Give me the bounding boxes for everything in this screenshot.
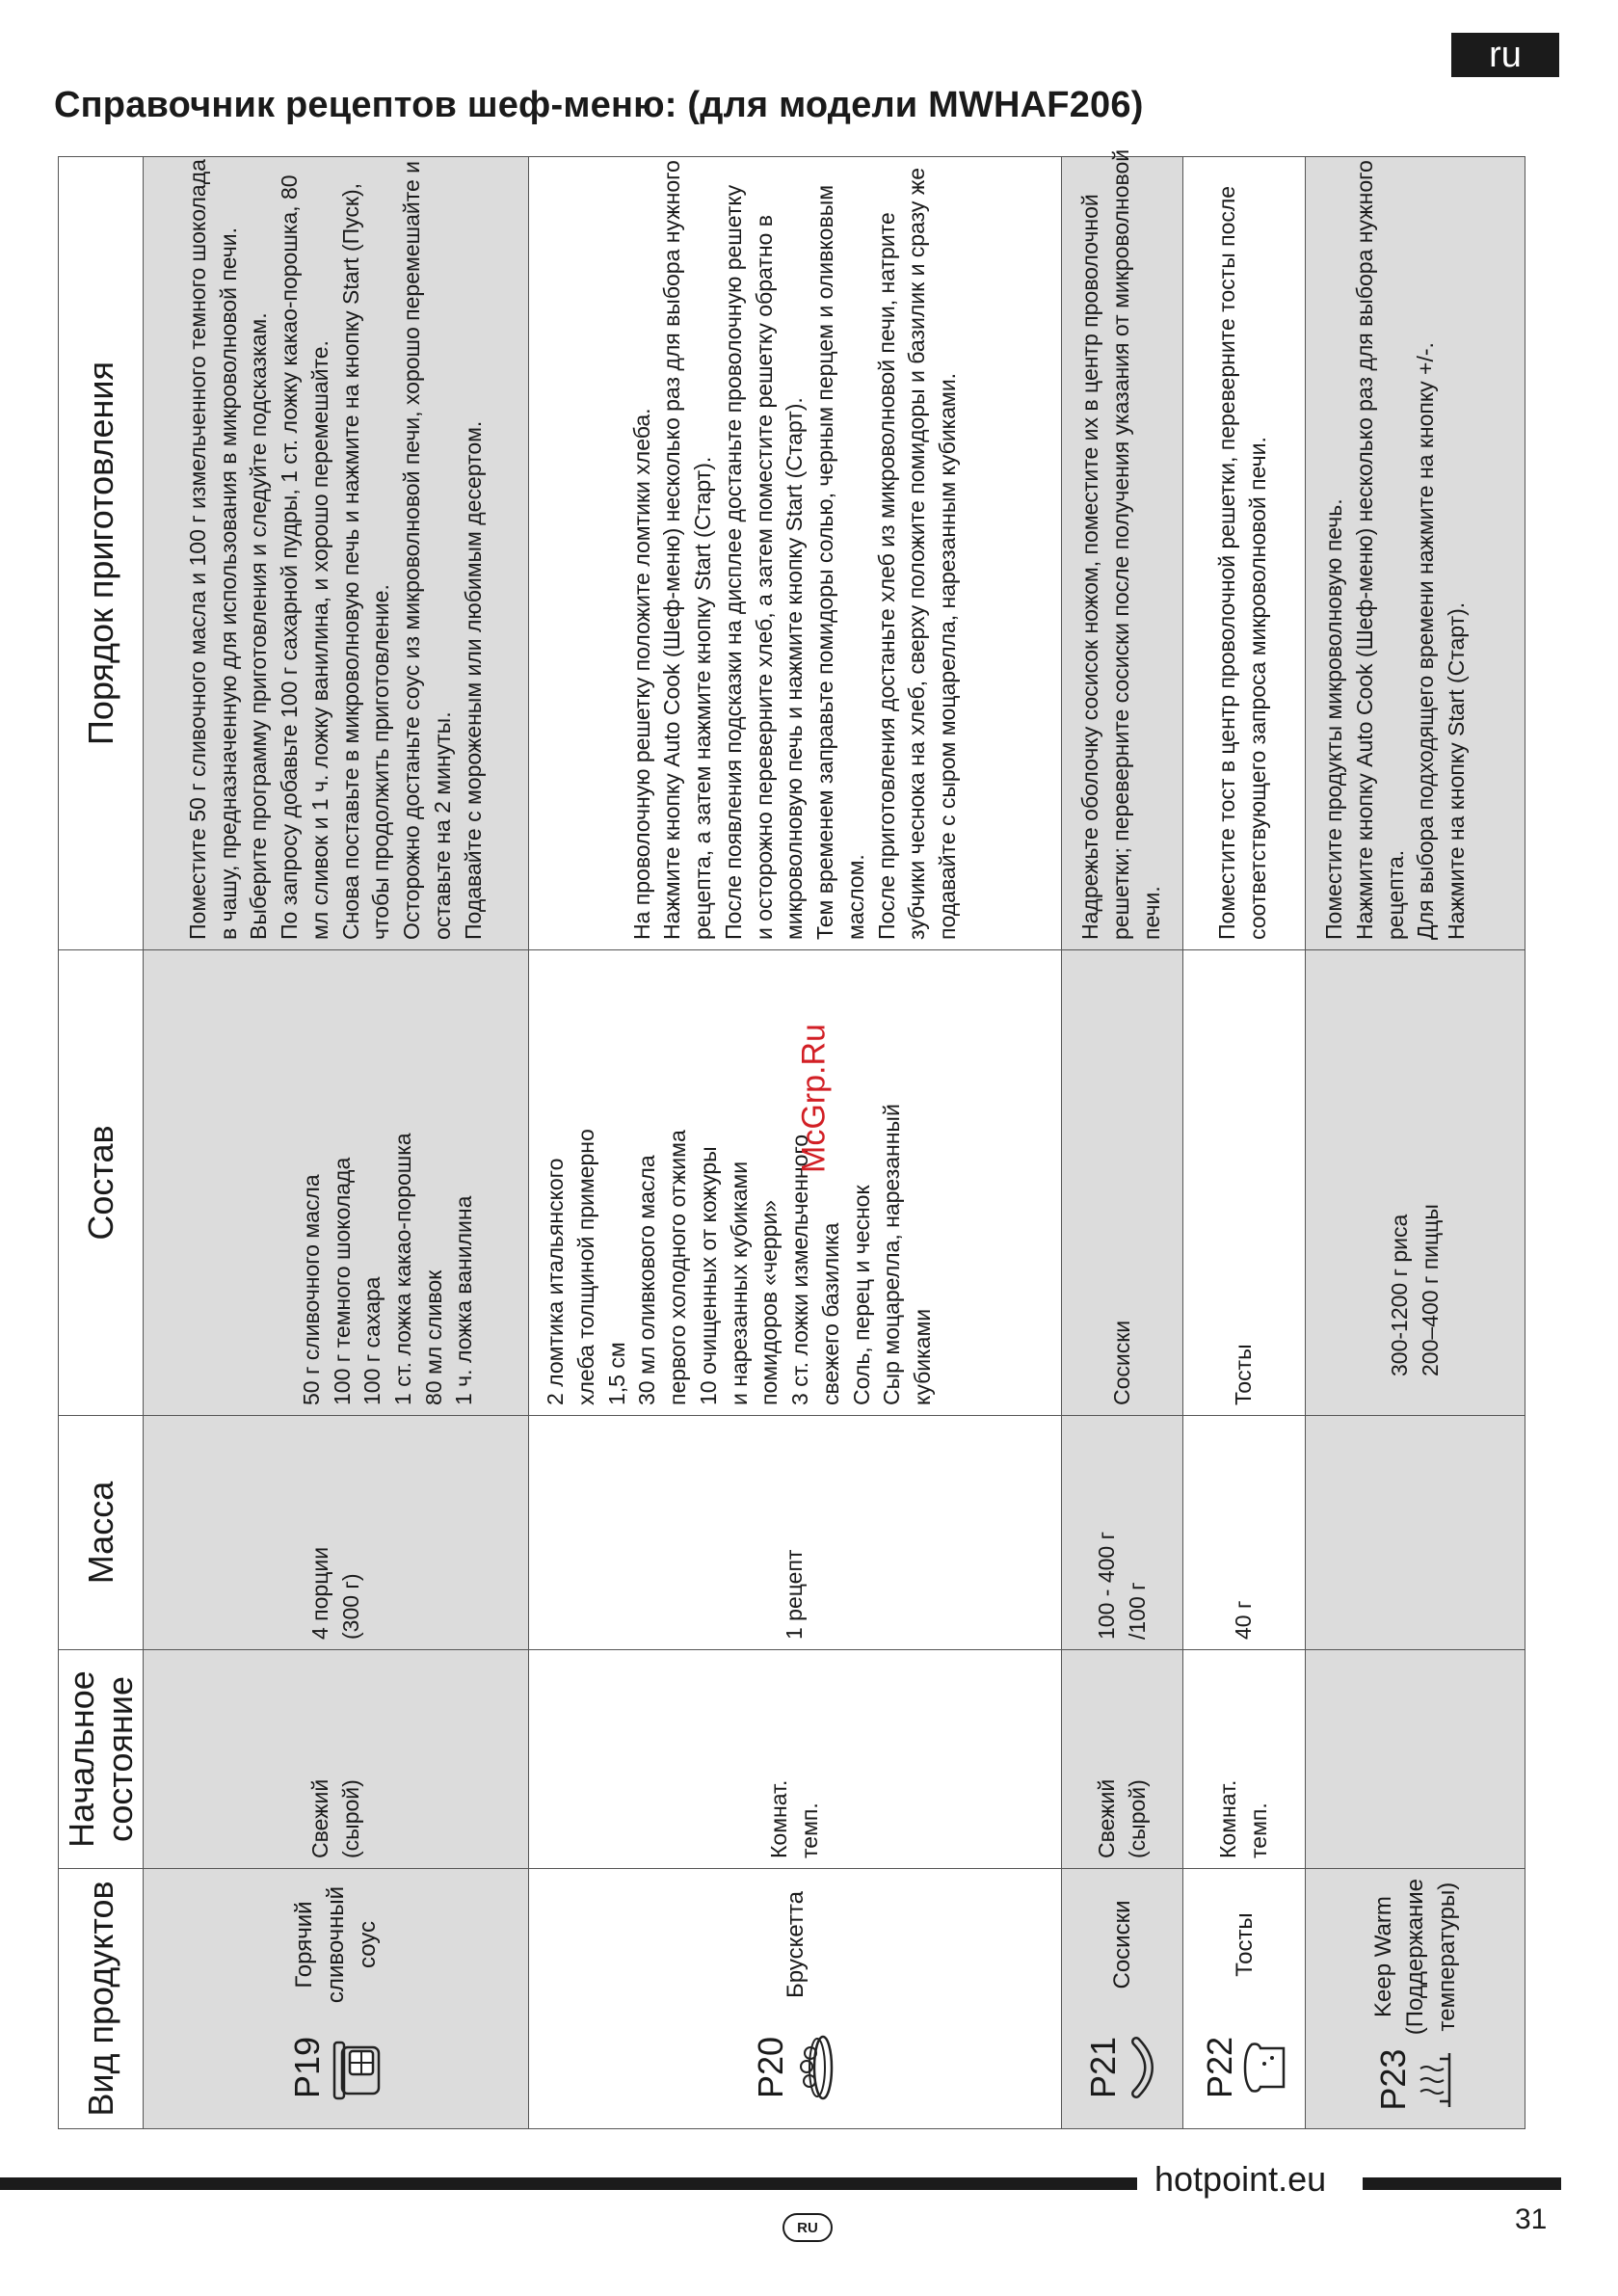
header-state bbox=[59, 1650, 144, 1869]
procedure-cell bbox=[1062, 148, 1183, 950]
procedure-line: После приготовления достаньте хлеб из микроволновой печи, натрите bbox=[873, 212, 899, 940]
ingredient: 80 мл сливок bbox=[420, 1269, 446, 1405]
procedure-line: рецепта. bbox=[1382, 849, 1408, 940]
product-name: температуры) bbox=[1434, 1882, 1461, 2032]
state-text: Свежий bbox=[1093, 1778, 1119, 1858]
procedure-line: Надрежьте оболочку сосисок ножом, поместите их в центр проволочной bbox=[1077, 194, 1103, 940]
state-cell bbox=[1183, 1650, 1306, 1869]
state-text: темп. bbox=[797, 1802, 823, 1858]
ingredient: 2 ломтика итальянского bbox=[543, 1158, 569, 1405]
procedure-line: микроволновую печь и нажмите кнопку Start (Старт). bbox=[782, 397, 808, 940]
watermark: McGrp.Ru bbox=[795, 1024, 833, 1173]
composition-cell bbox=[1306, 950, 1525, 1416]
mass-text: 40 г bbox=[1231, 1600, 1257, 1640]
header-state-line: состояние bbox=[99, 1675, 140, 1843]
composition-cell bbox=[1062, 950, 1183, 1416]
procedure-line: чтобы продолжить приготовление. bbox=[368, 584, 394, 940]
procedure-line: зубчики чеснока на хлеб, сверху положите помидоры и базилик и сразу же bbox=[904, 168, 930, 940]
mass-text: 4 порции bbox=[306, 1546, 332, 1640]
table-row bbox=[1306, 157, 1525, 2129]
state-text: Комнат. bbox=[1215, 1779, 1241, 1858]
keep-warm-icon bbox=[1417, 2049, 1455, 2111]
header-state-line: Начальное bbox=[62, 1670, 101, 1848]
procedure-line: маслом. bbox=[842, 854, 868, 940]
procedure-line: соответствующего запроса микроволновой печи. bbox=[1245, 437, 1271, 940]
header-product: Вид продуктов bbox=[59, 1869, 144, 2129]
procedure-line: Поместите 50 г сливочного масла и 100 г измельченного темного шоколада bbox=[185, 159, 211, 940]
product-cell bbox=[1306, 1869, 1525, 2129]
toast-icon bbox=[1243, 2039, 1286, 2096]
product-cell bbox=[1062, 1869, 1183, 2129]
state-cell bbox=[1306, 1650, 1525, 1869]
jar-icon bbox=[331, 2034, 383, 2101]
procedure-line: Нажмите на кнопку Start (Старт). bbox=[1444, 601, 1470, 940]
state-text: Свежий bbox=[306, 1778, 332, 1858]
product-name: Брускетта bbox=[782, 1891, 809, 1998]
state-cell bbox=[529, 1650, 1062, 1869]
header-procedure: Порядок приготовления bbox=[59, 157, 144, 950]
language-badge-footer: RU bbox=[782, 2213, 833, 2242]
footer-website: hotpoint.eu bbox=[1154, 2159, 1327, 2199]
ingredient: 200–400 г пиццы bbox=[1417, 1204, 1443, 1376]
procedure-line: Для выбора подходящего времени нажмите на кнопку +/-. bbox=[1413, 342, 1439, 940]
ingredient: 300-1200 г риса bbox=[1386, 1214, 1412, 1376]
page-number: 31 bbox=[1515, 2203, 1548, 2235]
ingredient: кубиками bbox=[910, 1308, 935, 1405]
composition-cell bbox=[144, 950, 529, 1416]
product-name: Сосиски bbox=[1109, 1900, 1136, 1989]
state-text: темп. bbox=[1246, 1802, 1272, 1858]
procedure-cell bbox=[144, 157, 529, 950]
footer-bar bbox=[0, 2177, 1137, 2190]
ingredient: 1,5 см bbox=[603, 1342, 629, 1405]
recipe-table-frame bbox=[58, 148, 1519, 2129]
mass-text: 1 рецепт bbox=[782, 1549, 808, 1640]
state-text: (сырой) bbox=[1124, 1779, 1150, 1858]
ingredient: хлеба толщиной примерно bbox=[572, 1129, 598, 1405]
procedure-line: Выберите программу приготовления и следуйте подсказкам. bbox=[246, 312, 272, 940]
procedure-line: печи. bbox=[1138, 886, 1164, 940]
procedure-line: По запросу добавьте 100 г сахарной пудры, 1 ст. ложку какао-порошка, 80 bbox=[277, 174, 303, 940]
ingredient: 1 ч. ложка ванилина bbox=[451, 1195, 477, 1405]
language-badge: ru bbox=[1451, 33, 1559, 77]
ingredient: Тосты bbox=[1231, 1344, 1257, 1405]
state-text: Комнат. bbox=[766, 1779, 792, 1858]
composition-cell bbox=[1183, 950, 1306, 1416]
ingredient: и нарезанных кубиками bbox=[726, 1161, 752, 1405]
mass-text: 100 - 400 г bbox=[1093, 1532, 1119, 1640]
mass-cell bbox=[1306, 1416, 1525, 1650]
ingredient: свежего базилика bbox=[817, 1222, 843, 1405]
program-code: P20 bbox=[751, 2036, 791, 2099]
ingredient: 50 г сливочного масла bbox=[298, 1174, 324, 1405]
product-name: Горячий bbox=[291, 1901, 318, 1989]
table-row bbox=[1183, 157, 1306, 2129]
procedure-line: Снова поставьте в микроволновую печь и нажмите на кнопку Start (Пуск), bbox=[337, 182, 363, 940]
procedure-line: Подавайте с мороженым или любимым десертом. bbox=[460, 420, 486, 940]
header-mass: Масса bbox=[59, 1416, 144, 1650]
recipe-table bbox=[58, 148, 1525, 2129]
procedure-line: мл сливок и 1 ч. ложку ванилина, и хорошо перемешайте. bbox=[306, 340, 332, 940]
state-text: (сырой) bbox=[337, 1779, 363, 1858]
program-code: P19 bbox=[286, 2036, 327, 2099]
product-name: Keep Warm bbox=[1370, 1896, 1397, 2017]
procedure-line: в чашу, предназначенную для использования в микроволновой печи. bbox=[215, 227, 241, 940]
procedure-line: оставьте на 2 минуты. bbox=[429, 711, 455, 940]
table-row bbox=[1062, 157, 1183, 2129]
procedure-cell bbox=[1306, 157, 1525, 950]
state-cell bbox=[144, 1650, 529, 1869]
state-cell bbox=[1062, 1650, 1183, 1869]
product-name: (Поддержание bbox=[1402, 1879, 1429, 2036]
procedure-line: После появления подсказки на дисплее достаньте проволочную решетку bbox=[720, 184, 746, 940]
product-cell bbox=[1183, 1869, 1306, 2129]
ingredient: Сыр моцарелла, нарезанный bbox=[879, 1104, 905, 1405]
recipe-table-rotated bbox=[58, 148, 1519, 2129]
product-cell bbox=[529, 1869, 1062, 2129]
product-name: сливочный bbox=[323, 1885, 350, 2004]
mass-cell bbox=[1062, 1416, 1183, 1650]
ingredient: 3 ст. ложки измельченного bbox=[787, 1134, 813, 1405]
procedure-line: рецепта, а затем нажмите кнопку Start (Старт). bbox=[690, 456, 716, 940]
procedure-line: Поместите продукты микроволновую печь. bbox=[1321, 498, 1347, 940]
ingredient: 1 ст. ложка какао-порошка bbox=[389, 1133, 415, 1405]
procedure-cell bbox=[1183, 157, 1306, 950]
ingredient: 100 г сахара bbox=[359, 1276, 385, 1405]
procedure-line: Нажмите кнопку Auto Cook (Шеф-меню) несколько раз для выбора нужного bbox=[659, 160, 685, 940]
program-code: P22 bbox=[1200, 2036, 1240, 2099]
program-code: P21 bbox=[1082, 2036, 1123, 2099]
procedure-line: решетки; переверните сосиски после получения указания от микроволновой bbox=[1107, 148, 1133, 940]
procedure-line: подавайте с сыром моцарелла, нарезанным кубиками. bbox=[934, 372, 960, 940]
procedure-line: Осторожно достаньте соус из микроволновой печи, хорошо перемешайте и bbox=[399, 160, 425, 940]
procedure-line: Тем временем заправьте помидоры солью, черным перцем и оливковым bbox=[812, 184, 838, 940]
page-title: Справочник рецептов шеф-меню: (для модели MWHAF206) bbox=[54, 85, 1144, 125]
mass-cell bbox=[144, 1416, 529, 1650]
mass-text: (300 г) bbox=[337, 1573, 363, 1640]
ingredient: Сосиски bbox=[1108, 1320, 1134, 1405]
procedure-line: Поместите тост в центр проволочной решетки, переверните тосты после bbox=[1214, 185, 1240, 940]
ingredient: первого холодного отжима bbox=[665, 1130, 691, 1405]
procedure-line: На проволочную решетку положите ломтики хлеба. bbox=[628, 408, 654, 940]
ingredient: 10 очищенных от кожуры bbox=[695, 1146, 721, 1405]
mass-cell bbox=[529, 1416, 1062, 1650]
table-row bbox=[144, 157, 529, 2129]
mass-cell bbox=[1183, 1416, 1306, 1650]
bruschetta-icon bbox=[794, 2033, 836, 2102]
product-name: Тосты bbox=[1231, 1912, 1258, 1977]
header-composition: Состав bbox=[59, 950, 144, 1416]
procedure-line: и осторожно переверните хлеб, а затем поместите решетку обратно в bbox=[751, 215, 777, 940]
sausage-icon bbox=[1127, 2036, 1159, 2099]
program-code: P23 bbox=[1372, 2048, 1413, 2111]
mass-text: /100 г bbox=[1124, 1582, 1150, 1640]
product-cell bbox=[144, 1869, 529, 2129]
product-name: соус bbox=[355, 1920, 382, 1969]
ingredient: 100 г темного шоколада bbox=[329, 1157, 355, 1405]
ingredient: 30 мл оливкового масла bbox=[634, 1155, 660, 1405]
procedure-line: Нажмите кнопку Auto Cook (Шеф-меню) несколько раз для выбора нужного bbox=[1351, 160, 1377, 940]
ingredient: Соль, перец и чеснок bbox=[848, 1185, 874, 1405]
procedure-cell bbox=[529, 157, 1062, 950]
ingredient: помидоров «черри» bbox=[756, 1199, 782, 1405]
footer-bar bbox=[1363, 2177, 1561, 2190]
